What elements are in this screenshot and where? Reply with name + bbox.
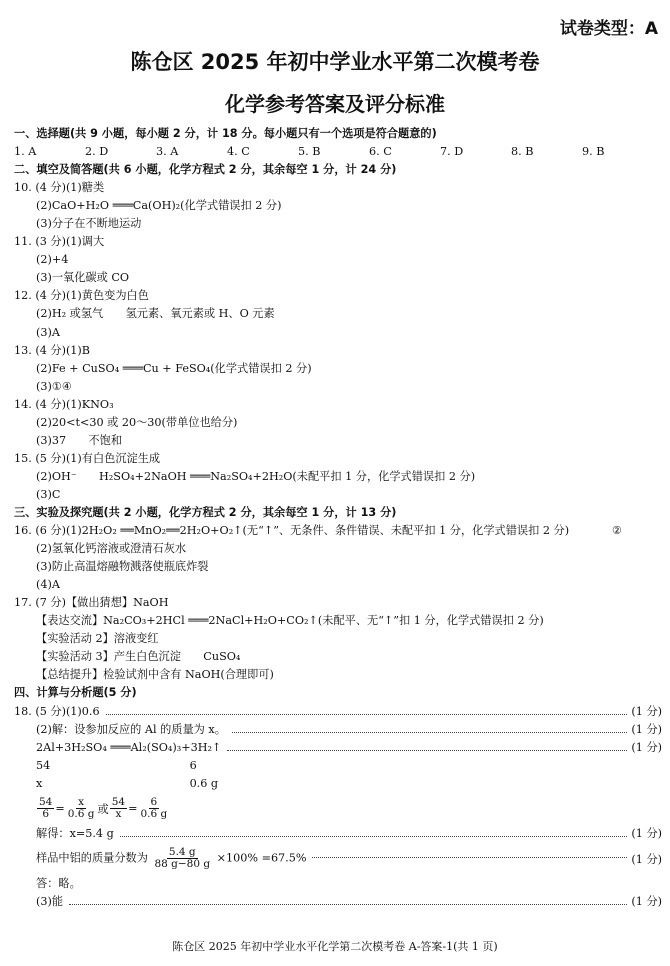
answer-line: (2)20<t<30 或 20～30(带单位也给分) [36, 415, 238, 429]
answer-line: (3)A [36, 325, 60, 339]
answer-line: 15. (5 分)(1)有白色沉淀生成 [14, 451, 161, 465]
page-footer: 陈仓区 2025 年初中学业水平化学第二次模考卷 A-答案-1(共 1 页) [172, 940, 498, 953]
fraction: $\frac{6}{0.6 g}$ [140, 796, 168, 821]
answer-line: (3)C [36, 487, 61, 501]
scored-line [14, 843, 662, 875]
answer-line: 12. (4 分)(1)黄色变为白色 [14, 289, 149, 303]
answer-line: 10. (4 分)(1)糖类 [14, 181, 105, 195]
answer-text: 16. (6 分)(1)2H₂O₂ ══MnO₂══2H₂O+O₂↑(无“↑”、无条件、条件错误、未配平扣 1 分，化学式错误扣 2 分) [14, 524, 570, 538]
score-label: (1 分) [631, 704, 662, 718]
answer-line: (2)OH⁻ H₂SO₄+2NaOH ═══Na₂SO₄+2H₂O(未配平扣 1 分，化学式错误扣 2 分) [36, 469, 476, 483]
ratio-right: 6 [189, 758, 197, 772]
score-label: (1 分) [631, 894, 662, 908]
mc-answer: 2. D [85, 145, 109, 159]
mc-answer: 8. B [511, 145, 534, 159]
scored-line [14, 739, 662, 757]
paper-type-label: 试卷类型：A [559, 19, 658, 39]
fraction: $\frac{54}{6}$ [39, 796, 53, 821]
mc-answer: 4. C [227, 145, 250, 159]
answer-line: (4)A [36, 578, 60, 592]
score-label: (1 分) [631, 852, 662, 866]
dot-leader [120, 835, 628, 837]
scored-line [14, 721, 662, 739]
dot-leader [69, 903, 627, 905]
answer-line: 11. (3 分)(1)调大 [14, 235, 105, 249]
answer-line: (3)防止高温熔融物溅落使瓶底炸裂 [36, 560, 209, 574]
dot-leader [227, 749, 627, 751]
section-4-heading: 四、计算与分析题(5 分) [14, 686, 137, 700]
ratio-left: 54 [36, 758, 51, 772]
answer-line: 【表达交流】Na₂CO₃+2HCl ═══2NaCl+H₂O+CO₂↑(未配平、无“↑”扣 1 分，化学式错误扣 2 分) [36, 614, 544, 628]
proportion-line: $\frac{54}{6}$ = $\frac{x}{0.6 g}$ 或 $\frac{54}{x}$ = $\frac{6}{0.6 g}$ [39, 796, 168, 821]
ratio-line [14, 757, 662, 775]
exam-subtitle: 化学参考答案及评分标准 [225, 92, 445, 116]
equation-text: 2Al+3H₂SO₄ ═══Al₂(SO₄)₃+3H₂↑ [36, 740, 222, 754]
circled-mark: ② [611, 524, 622, 538]
scored-line [14, 825, 662, 843]
mc-answer: 9. B [582, 145, 605, 159]
or-text: 或 [97, 802, 109, 816]
ratio-right: 0.6 g [189, 776, 219, 790]
ratio-left: x [36, 776, 43, 790]
answer-line: 14. (4 分)(1)KNO₃ [14, 397, 114, 411]
section-2-heading: 二、填空及简答题(共 6 小题，化学方程式 2 分，其余每空 1 分，计 24 分) [14, 163, 397, 177]
answer-line: 【实验活动 2】溶液变红 [36, 632, 159, 646]
fraction: $\frac{54}{x}$ [111, 796, 126, 821]
answer-line: (3)分子在不断地运动 [36, 217, 142, 231]
mc-answer: 6. C [369, 145, 392, 159]
answer-line: (3)37 不饱和 [36, 433, 123, 447]
score-label: (1 分) [631, 740, 662, 754]
answer-line: 答：略。 [36, 876, 81, 890]
mc-answer: 7. D [440, 145, 464, 159]
dot-leader [312, 856, 627, 858]
scored-line [14, 703, 662, 721]
percentage-calc: 样品中铝的质量分数为 $\frac{5.4 g}{88 g-80 g}$ ×100% =67.5% [36, 846, 307, 871]
answer-line: (3)一氧化碳或 CO [36, 271, 130, 285]
fraction: $\frac{x}{0.6 g}$ [67, 796, 95, 821]
scored-line [14, 893, 662, 911]
section-1-heading: 一、选择题(共 9 小题，每小题 2 分，计 18 分。每小题只有一个选项是符合题意的) [14, 127, 437, 140]
answer-body [14, 125, 662, 911]
answer-line: (2)+4 [36, 253, 69, 267]
dot-leader [232, 731, 627, 733]
answer-line: 【实验活动 3】产生白色沉淀 CuSO₄ [36, 650, 241, 664]
answer-line: (3)①④ [36, 379, 72, 393]
answer-text: 18. (5 分)(1)0.6 [14, 704, 100, 718]
answer-line: 13. (4 分)(1)B [14, 343, 91, 357]
score-label: (1 分) [631, 826, 662, 840]
mc-answer: 5. B [298, 145, 321, 159]
score-label: (1 分) [631, 722, 662, 736]
section-3-heading: 三、实验及探究题(共 2 小题，化学方程式 2 分，其余每空 1 分，计 13 分) [14, 505, 397, 519]
answer-text: 解得：x=5.4 g [36, 826, 114, 840]
dot-leader [106, 713, 628, 715]
answer-line: 17. (7 分)【做出猜想】NaOH [14, 596, 169, 610]
answer-text: (3)能 [36, 894, 64, 908]
mc-answer: 1. A [14, 145, 37, 159]
answer-line: (2)Fe + CuSO₄ ═══Cu + FeSO₄(化学式错误扣 2 分) [36, 361, 312, 375]
answer-line [14, 522, 662, 540]
exam-title: 陈仓区 2025 年初中学业水平第二次模考卷 [130, 50, 540, 74]
mc-answer: 3. A [156, 145, 179, 159]
answer-text: (2)解：设参加反应的 Al 的质量为 x。 [36, 722, 226, 736]
ratio-line [14, 775, 662, 793]
fraction: $\frac{5.4 g}{88 g-80 g}$ [154, 846, 211, 871]
answer-line: (2)CaO+H₂O ═══Ca(OH)₂(化学式错误扣 2 分) [36, 199, 282, 213]
mc-answer-row [14, 143, 662, 161]
answer-line: (2)H₂ 或氢气 氢元素、氧元素或 H、O 元素 [36, 307, 275, 321]
answer-line: (2)氢氧化钙溶液或澄清石灰水 [36, 542, 187, 556]
answer-line: 【总结提升】检验试剂中含有 NaOH(合理即可) [36, 668, 274, 682]
